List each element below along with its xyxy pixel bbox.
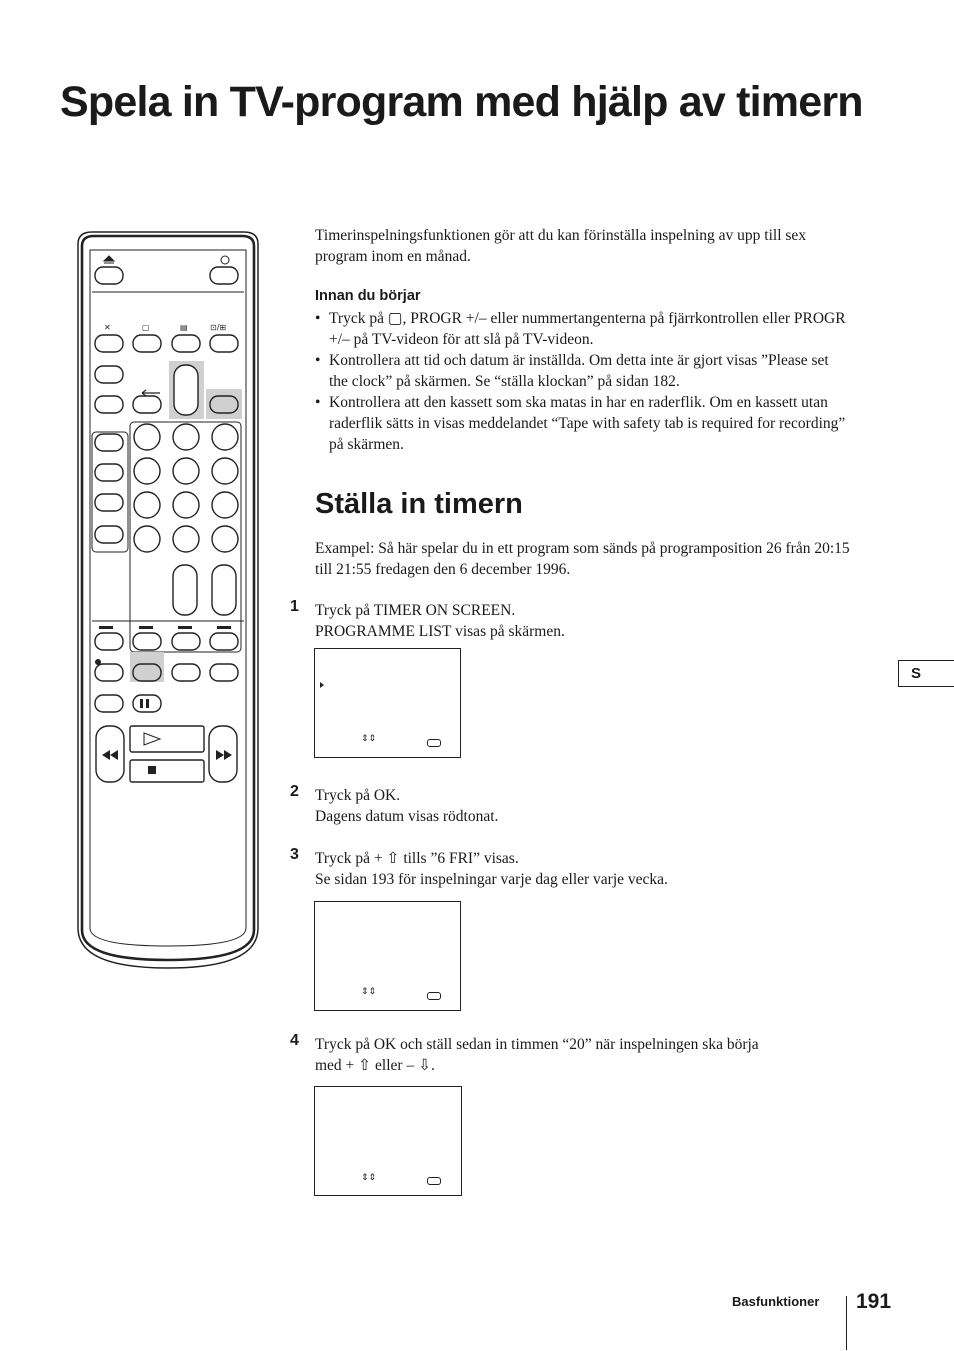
cursor-icon [320,682,324,688]
up-down-arrows-icon: ⇕⇕ [361,987,377,997]
ok-button-icon [427,1177,441,1185]
tv-screen-1 [314,648,461,758]
svg-text:✕: ✕ [104,323,111,332]
intro-text: Timerinspelningsfunktionen gör att du kan förinställa inspelning av upp till sex program inom en månad. [315,227,807,265]
before-heading: Innan du börjar [315,288,421,304]
step-3 [315,848,850,890]
up-down-arrows-icon: ⇕⇕ [361,734,377,744]
step-line: Tryck på OK och ställ sedan in timmen “20” när inspelningen ska börja [315,1036,759,1053]
svg-text:▤: ▤ [180,323,188,332]
step-line: Se sidan 193 för inspelningar varje dag eller varje vecka. [315,871,668,888]
ok-button-icon [427,739,441,747]
example-text: Exampel: Så här spelar du in ett program som sänds på programposition 26 från 20:15 till 21:55 fredagen den 6 december 1996. [315,540,850,578]
footer-divider [846,1296,847,1350]
language-tab: S [898,660,954,687]
up-down-arrows-icon: ⇕⇕ [361,1173,377,1183]
step-4 [315,1034,850,1076]
step-line: PROGRAMME LIST visas på skärmen. [315,623,565,640]
step-number: 2 [290,783,299,800]
page-title: Spela in TV-program med hjälp av timern [60,78,863,126]
tv-screen-2 [314,901,461,1011]
step-number: 4 [290,1032,299,1049]
step-2 [315,785,850,827]
page-number: 191 [856,1290,892,1313]
remote-control-illustration [72,228,264,988]
step-1 [315,600,850,642]
step-line: Tryck på TIMER ON SCREEN. [315,602,516,619]
list-item: • Kontrollera att den kassett som ska matas in har en raderflik. Om en kassett utan raderflik sätts in visas meddelandet “Tape with safety tab is required for recording” på skärmen. [315,392,850,455]
prerequisite-list [315,308,850,455]
step-line: med + ⇧ eller – ⇩. [315,1057,435,1074]
step-line: Tryck på + ⇧ tills ”6 FRI” visas. [315,850,519,867]
step-line: Dagens datum visas rödtonat. [315,808,499,825]
step-number: 1 [290,598,299,615]
svg-text:⊡/⊞: ⊡/⊞ [210,323,227,332]
section-heading: Ställa in timern [315,488,523,520]
list-item: • Kontrollera att tid och datum är inställda. Om detta inte är gjort visas ”Please set the clock” på skärmen. Se “ställa klockan” på sidan 182. [315,350,850,392]
footer-section-label: Basfunktioner [732,1294,820,1309]
tv-screen-3 [314,1086,462,1196]
step-line: Tryck på OK. [315,787,401,804]
step-number: 3 [290,846,299,863]
list-item: • Tryck på ▢, PROGR +/– eller nummertangenterna på fjärrkontrollen eller PROGR +/– på TV-videon för att slå på TV-videon. [315,308,850,350]
ok-button-icon [427,992,441,1000]
svg-text:▢: ▢ [142,323,150,332]
